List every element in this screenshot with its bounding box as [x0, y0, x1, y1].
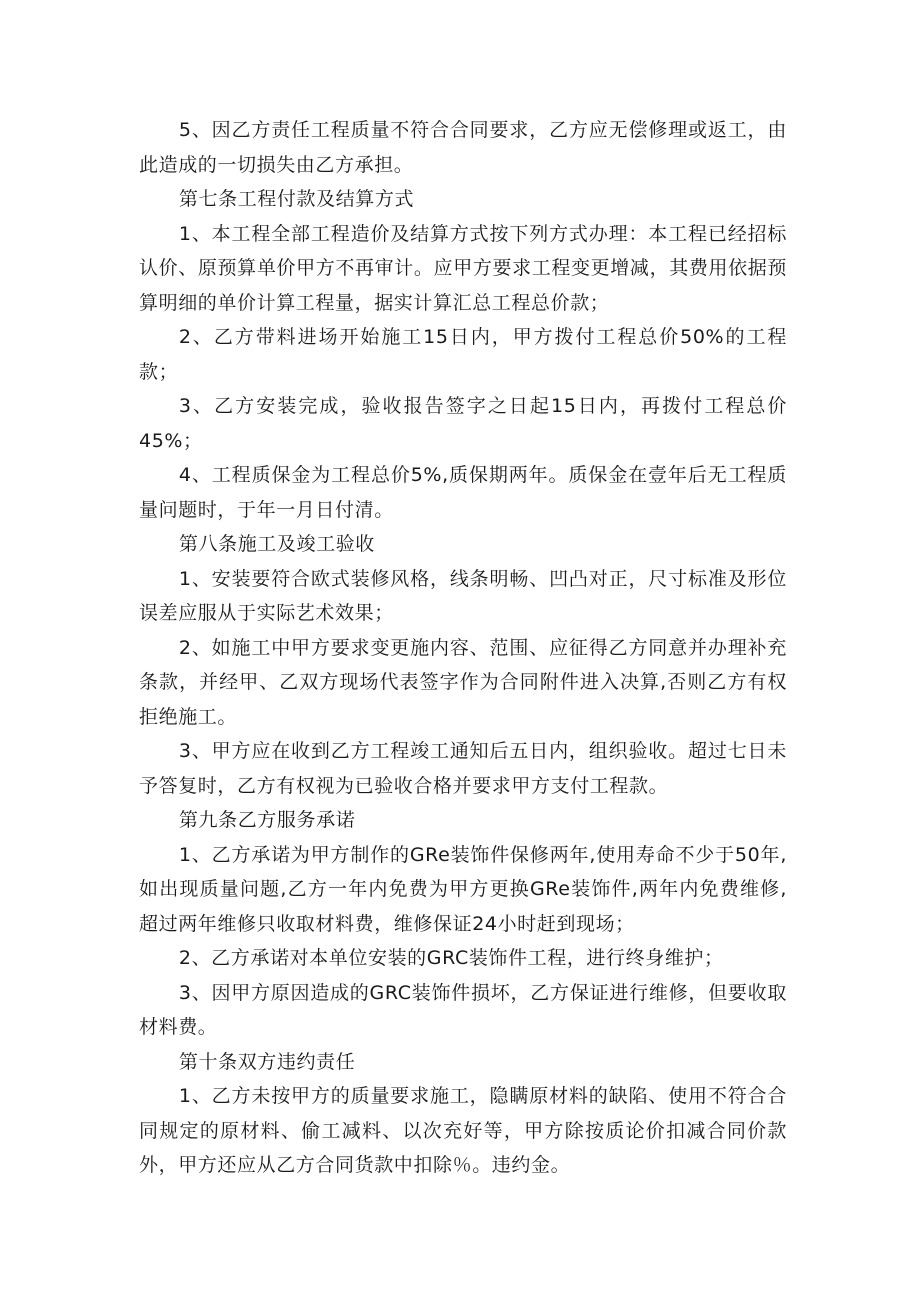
- article-9-heading: 第九条乙方服务承诺: [178, 809, 356, 831]
- article-8-heading: 第八条施工及竣工验收: [178, 533, 375, 555]
- clause-9-2: 2、乙方承诺对本单位安装的GRC装饰件工程，进行终身维护；: [178, 947, 724, 969]
- clause-7-4: 4、工程质保金为工程总价5%,质保期两年。质保金在壹年后无工程质量问题时，于年一月日付清。: [139, 464, 787, 521]
- clause-9-3: 3、因甲方原因造成的GRC装饰件损坏，乙方保证进行维修，但要收取材料费。: [139, 981, 787, 1038]
- clause-8-1: 1、安装要符合欧式装修风格，线条明畅、凹凸对正，尺寸标准及形位误差应服从于实际艺术效果；: [139, 567, 787, 624]
- clause-8-2: 2、如施工中甲方要求变更施内容、范围、应征得乙方同意并办理补充条款，并经甲、乙双方现场代表签字作为合同附件进入决算,否则乙方有权拒绝施工。: [139, 636, 787, 728]
- clause-7-3: 3、乙方安装完成，验收报告签字之日起15日内，再拨付工程总价45%；: [139, 395, 787, 452]
- clause-6-5: 5、因乙方责任工程质量不符合合同要求，乙方应无偿修理或返工，由此造成的一切损失由乙方承担。: [139, 119, 787, 176]
- clause-7-1: 1、本工程全部工程造价及结算方式按下列方式办理：本工程已经招标认价、原预算单价甲方不再审计。应甲方要求工程变更增减，其费用依据预算明细的单价计算工程量，据实计算汇总工程总价款；: [139, 222, 787, 314]
- clause-8-3: 3、甲方应在收到乙方工程竣工通知后五日内，组织验收。超过七日未予答复时，乙方有权视为已验收合格并要求甲方支付工程款。: [139, 740, 787, 797]
- article-10-heading: 第十条双方违约责任: [178, 1050, 356, 1073]
- clause-10-1: 1、乙方未按甲方的质量要求施工，隐瞒原材料的缺陷、使用不符合合同规定的原材料、偷工减料、以次充好等，甲方除按质论价扣减合同价款外，甲方还应从乙方合同货款中扣除％。违约金。: [139, 1085, 787, 1176]
- clause-7-2: 2、乙方带料进场开始施工15日内，甲方拨付工程总价50%的工程款；: [139, 326, 787, 383]
- contract-body: [139, 113, 787, 1183]
- article-7-heading: 第七条工程付款及结算方式: [178, 188, 415, 210]
- clause-9-1: 1、乙方承诺为甲方制作的GRe装饰件保修两年,使用寿命不少于50年,如出现质量问题,乙方一年内免费为甲方更换GRe装饰件,两年内免费维修,超过两年维修只收取材料费，维修保证24小时赶到现场；: [139, 843, 787, 935]
